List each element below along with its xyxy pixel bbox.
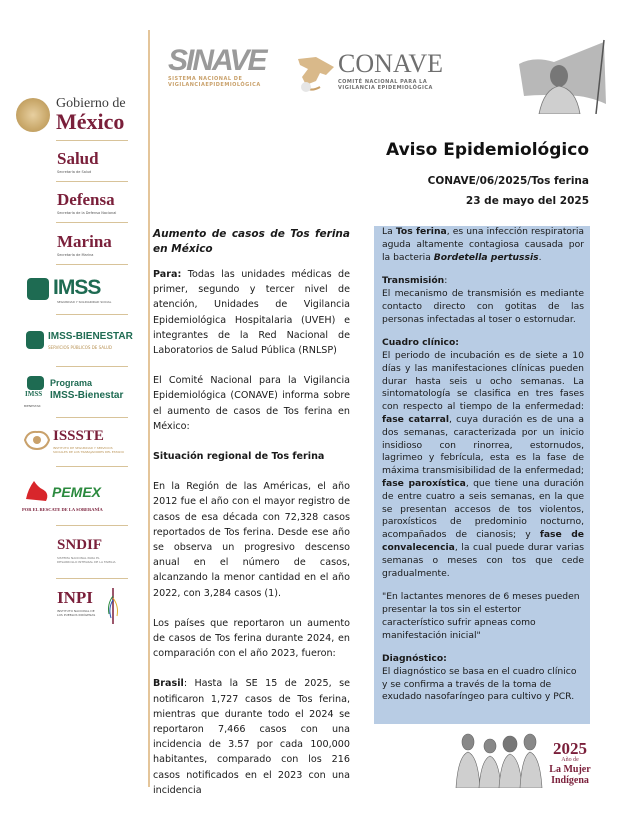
- year-line2: La Mujer: [549, 764, 591, 775]
- programa-line2: IMSS-Bienestar: [50, 390, 124, 401]
- page-title: Aviso Epidemiológico: [386, 140, 589, 160]
- clinical-text-c: , cuya duración es de una a dos semanas, caracterizada por un inicio insidioso con rinorrea, estornudos, lagrimeo y febrícula, esta es la fase de máxima transmisibilidad de la enfermedad;: [382, 413, 585, 477]
- year-line1: Año de: [561, 757, 579, 763]
- programa-line1: Programa: [50, 378, 93, 388]
- intro-paragraph: El Comité Nacional para la Vigilancia Epidemiológica (CONAVE) informa sobre el aumento de casos de Tos ferina en México:: [153, 375, 350, 432]
- definition-paragraph: [382, 226, 584, 264]
- para-label: Para:: [153, 269, 182, 280]
- brasil-text: : Hasta la SE 15 de 2025, se notificaron 1,727 casos de Tos ferina, mientras que durante todo el 2024 se reportaron 7,466 casos con una incidencia de 3.57 por cada 100,000 habitantes, comparado con los 216 casos notificados en el 2023 con una incidencia: [153, 678, 350, 796]
- transmission-section: [382, 275, 584, 326]
- indigenous-women-illustration: [454, 730, 544, 788]
- countries-paragraph: Los países que reportaron un aumento de casos de Tos ferina durante 2024, en comparación con el año 2023, fueron:: [153, 617, 350, 660]
- diagnosis-heading: Diagnóstico:: [382, 653, 447, 665]
- imss-bienestar-icon: [26, 331, 44, 349]
- brasil-paragraph: [153, 676, 350, 798]
- def-text-c: , es una infección respiratoria aguda altamente contagiosa causada por la bacteria: [382, 226, 585, 263]
- national-seal-icon: [16, 98, 50, 132]
- divider: [56, 222, 128, 223]
- inpi-ribbon-icon: [105, 588, 121, 624]
- pemex-eagle-icon: [24, 479, 52, 503]
- gobierno-de-mexico-logo: [16, 96, 136, 136]
- marina-logo: Marina: [57, 232, 112, 251]
- divider: [56, 314, 128, 315]
- imss-eagle-icon: [27, 278, 49, 300]
- year-of-indigenous-woman-logo: [545, 740, 595, 786]
- brasil-label: Brasil: [153, 678, 184, 690]
- bacteria-name: Bordetella pertussis: [433, 251, 539, 263]
- inpi-sub: INSTITUTO NACIONAL DE LOS PUEBLOS INDÍGENAS: [57, 609, 96, 617]
- sinave-sub2: VIGILANCIAEPIDEMIOLÓGICA: [168, 82, 261, 88]
- inpi-logo: INPI: [57, 588, 93, 607]
- sinave-logo: [168, 46, 265, 88]
- pemex-slogan: POR EL RESCATE DE LA SOBERANÍA: [22, 507, 103, 512]
- conave-wordmark: CONAVE: [338, 49, 443, 78]
- conave-sub2: VIGILANCIA EPIDEMIOLÓGICA: [338, 85, 433, 91]
- clinical-text-e: , que tiene una duración de entre cuatro a seis semanas, en la que se presentan accesos de tos violentos, paroxísticos de predominio nocturno, acompañados de cianosis; y: [382, 477, 584, 541]
- sndif-logo: SNDIF: [57, 537, 103, 553]
- imss-bienestar-logo: IMSS-BIENESTAR: [48, 331, 133, 342]
- def-text-e: .: [538, 251, 542, 263]
- gobierno-line1: Gobierno de: [56, 96, 126, 111]
- section-heading: Aumento de casos de Tos ferina en México: [153, 228, 350, 255]
- programa-imss-icon: [27, 376, 44, 390]
- programa-icon-sub: BIENESTAR: [24, 404, 41, 408]
- recipients-paragraph: [153, 267, 350, 358]
- divider: [56, 578, 128, 579]
- sinave-wordmark: SINAVE: [168, 44, 266, 77]
- defensa-sub: Secretaría de la Defensa Nacional: [57, 211, 117, 215]
- marina-sub: Secretaría de Marina: [57, 253, 94, 257]
- gold-divider-line: [148, 30, 150, 787]
- divider: [56, 466, 128, 467]
- pemex-logo: PEMEX: [52, 484, 102, 500]
- conave-sub1: COMITÉ NACIONAL PARA LA: [338, 79, 428, 85]
- main-text-column: [153, 227, 350, 813]
- mexico-map-icon: [296, 55, 336, 93]
- clinical-section: [382, 337, 584, 580]
- def-text-a: La: [382, 226, 396, 237]
- divider: [56, 264, 128, 265]
- regional-situation-heading: Situación regional de Tos ferina: [153, 451, 325, 463]
- phase-paroxistica: fase paroxística: [382, 477, 466, 489]
- para-text: Todas las unidades médicas de primer, segundo y tercer nivel de atención, Unidades de Vigilancia Epidemiológica Hospitalaria (UVEH) e integrantes de la Red Nacional de Laboratorios de Salud Pública (RNLSP): [153, 269, 350, 357]
- issste-sub: INSTITUTO DE SEGURIDAD Y SERVICIOS SOCIALES DE LOS TRABAJADORES DEL ESTADO: [53, 446, 124, 454]
- divider: [56, 140, 128, 141]
- clinical-text-a: El periodo de incubación es de siete a 10 días y las manifestaciones clínicas pueden durar hasta seis u ocho semanas. La sintomatología se clasifica en tres fases con respecto al tiempo de la enfermedad:: [382, 349, 584, 413]
- issste-logo: ISSSTE: [53, 428, 104, 444]
- imss-logo: IMSS: [53, 276, 101, 299]
- gobierno-line2: México: [56, 109, 125, 134]
- divider: [56, 181, 128, 182]
- salud-sub: Secretaría de Salud: [57, 170, 92, 174]
- clinical-text-g: , la cual puede durar varias semanas o meses con tos que cede gradualmente.: [382, 541, 584, 579]
- document-date: 23 de mayo del 2025: [465, 195, 589, 207]
- divider: [56, 417, 128, 418]
- clinical-heading: Cuadro clínico:: [382, 337, 459, 349]
- imss-bienestar-sub: SERVICIOS PÚBLICOS DE SALUD: [48, 345, 112, 350]
- sndif-sub: SISTEMA NACIONAL PARA EL DESARROLLO INTEGRAL DE LA FAMILIA: [57, 556, 116, 564]
- document-code: CONAVE/06/2025/Tos ferina: [427, 175, 589, 187]
- transmission-colon: :: [444, 275, 448, 287]
- sinave-sub1: SISTEMA NACIONAL DE: [168, 76, 243, 82]
- programa-icon-text: IMSS: [25, 390, 43, 398]
- americas-paragraph: En la Región de las Américas, el año 2012 fue el año con el mayor registro de casos de esa década con 72,328 casos reportados de Tos ferina. Desde ese año se observa un progresivo descenso anual en el número de casos, alcanzando la menor cantidad en el año 2022, con 3,284 casos (1).: [153, 481, 350, 599]
- disease-info-box: [374, 226, 590, 724]
- issste-hands-icon: [22, 428, 52, 452]
- transmission-heading: Transmisión: [382, 275, 445, 287]
- year-line3: Indígena: [551, 775, 589, 786]
- year-2025: 2025: [553, 739, 587, 758]
- imss-sub: SEGURIDAD Y SOLIDARIDAD SOCIAL: [57, 300, 112, 304]
- divider: [56, 366, 128, 367]
- diagnosis-text: El diagnóstico se basa en el cuadro clínico y se confirma a través de la toma de exudado nasofaríngeo para cultivo y PCR.: [382, 665, 577, 703]
- heroine-with-flag-illustration: [514, 34, 614, 114]
- salud-logo: Salud: [57, 149, 99, 168]
- transmission-text: El mecanismo de transmisión es mediante contacto directo con gotitas de las personas infectadas al toser o estornudar.: [382, 287, 584, 325]
- phase-convalecencia: fase de convalecencia: [382, 529, 584, 553]
- infant-quote: "En lactantes menores de 6 meses pueden presentar la tos sin el estertor característico sufrir apneas como manifestación inicial": [382, 591, 580, 641]
- diagnosis-section: [382, 653, 584, 704]
- phase-catarral: fase catarral: [382, 413, 450, 425]
- defensa-logo: Defensa: [57, 190, 115, 209]
- divider: [56, 525, 128, 526]
- def-term: Tos ferina: [395, 226, 447, 237]
